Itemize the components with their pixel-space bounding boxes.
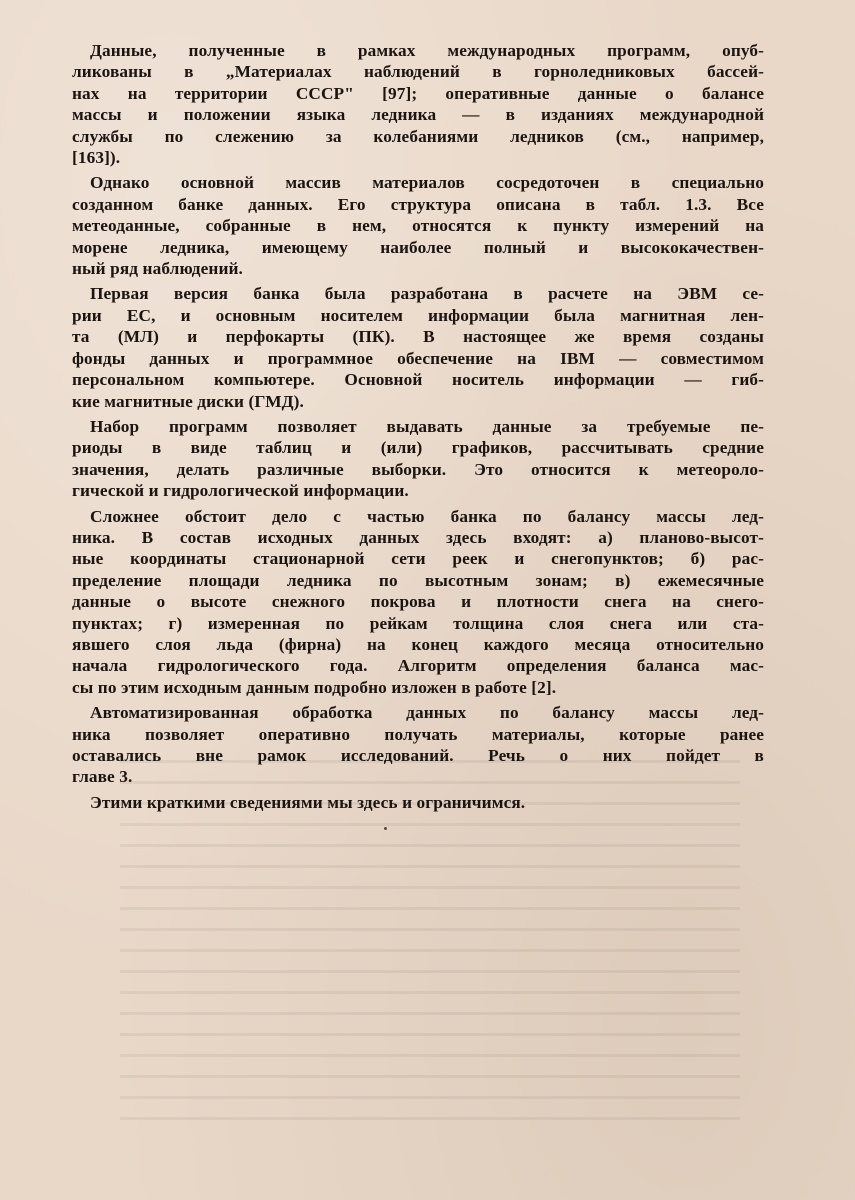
text-line: рии ЕС, и основным носителем информации была магнитная лен- xyxy=(72,305,764,325)
text-line: Этими краткими сведениями мы здесь и ограничимся. xyxy=(90,792,526,812)
text-line: кие магнитные диски (ГМД). xyxy=(72,391,304,411)
text-line: ный ряд наблюдений. xyxy=(72,259,243,279)
paragraph-data-bank xyxy=(72,172,764,279)
text-line: пунктах; г) измеренная по рейкам толщина слоя снега или ста- xyxy=(72,613,764,633)
text-line: метеоданные, собранные в нем, относятся к пункту измерений на xyxy=(72,216,764,236)
text-line: ника. В состав исходных данных здесь входят: а) планово-высот- xyxy=(72,527,764,547)
text-line: нах на территории СССР" [97]; оперативные данные о балансе xyxy=(72,83,764,103)
text-line: [163]). xyxy=(72,148,121,168)
paragraph-international-programs xyxy=(72,40,764,168)
paragraph-automated-processing xyxy=(72,702,764,788)
text-line: гической и гидрологической информации. xyxy=(72,481,409,501)
paragraph-first-version xyxy=(72,283,764,411)
text-line: риоды в виде таблиц и (или) графиков, рассчитывать средние xyxy=(72,438,764,458)
text-line: Автоматизированная обработка данных по балансу массы лед- xyxy=(90,703,764,723)
paragraph-conclusion xyxy=(72,792,764,813)
text-line: сы по этим исходным данным подробно изложен в работе [2]. xyxy=(72,677,557,697)
text-line: Набор программ позволяет выдавать данные за требуемые пе- xyxy=(90,416,764,436)
text-line: персональном компьютере. Основной носитель информации — гиб- xyxy=(72,370,764,390)
text-line: морене ледника, имеющему наиболее полный и высококачествен- xyxy=(72,237,764,257)
page-body xyxy=(72,40,764,817)
text-line: фонды данных и программное обеспечение на IBM — совместимом xyxy=(72,348,764,368)
text-line: оставались вне рамок исследований. Речь о них пойдет в xyxy=(72,746,764,765)
text-line: службы по слежению за колебаниями ледников (см., например, xyxy=(72,126,764,146)
text-line: ника позволяет оперативно получать материалы, которые ранее xyxy=(72,724,764,744)
text-line: явшего слоя льда (фирна) на конец каждого месяца относительно xyxy=(72,634,764,654)
text-line: данные о высоте снежного покрова и плотности снега на снего- xyxy=(72,592,764,612)
text-line: та (МЛ) и перфокарты (ПК). В настоящее же время созданы xyxy=(72,327,764,347)
text-line: начала гидрологического года. Алгоритм определения баланса мас- xyxy=(72,656,764,676)
text-line: пределение площади ледника по высотным зонам; в) ежемесячные xyxy=(72,570,764,590)
text-line: ликованы в „Материалах наблюдений в горноледниковых бассей- xyxy=(72,62,764,82)
paragraph-program-set xyxy=(72,416,764,502)
text-line: главе 3. xyxy=(72,767,133,787)
paragraph-mass-balance xyxy=(72,506,764,699)
text-line: ные координаты стационарной сети реек и снегопунктов; б) рас- xyxy=(72,549,764,569)
text-line: массы и положении языка ледника — в изданиях международной xyxy=(72,105,764,125)
text-line: Данные, полученные в рамках международных программ, опуб- xyxy=(90,41,764,60)
paper-speck xyxy=(384,827,387,830)
text-line: Первая версия банка была разработана в расчете на ЭВМ се- xyxy=(90,284,764,304)
text-line: значения, делать различные выборки. Это относится к метеороло- xyxy=(72,459,764,479)
text-line: Сложнее обстоит дело с частью банка по балансу массы лед- xyxy=(90,506,764,526)
text-line: Однако основной массив материалов сосредоточен в специально xyxy=(90,173,764,193)
text-line: созданном банке данных. Его структура описана в табл. 1.3. Все xyxy=(72,194,764,214)
